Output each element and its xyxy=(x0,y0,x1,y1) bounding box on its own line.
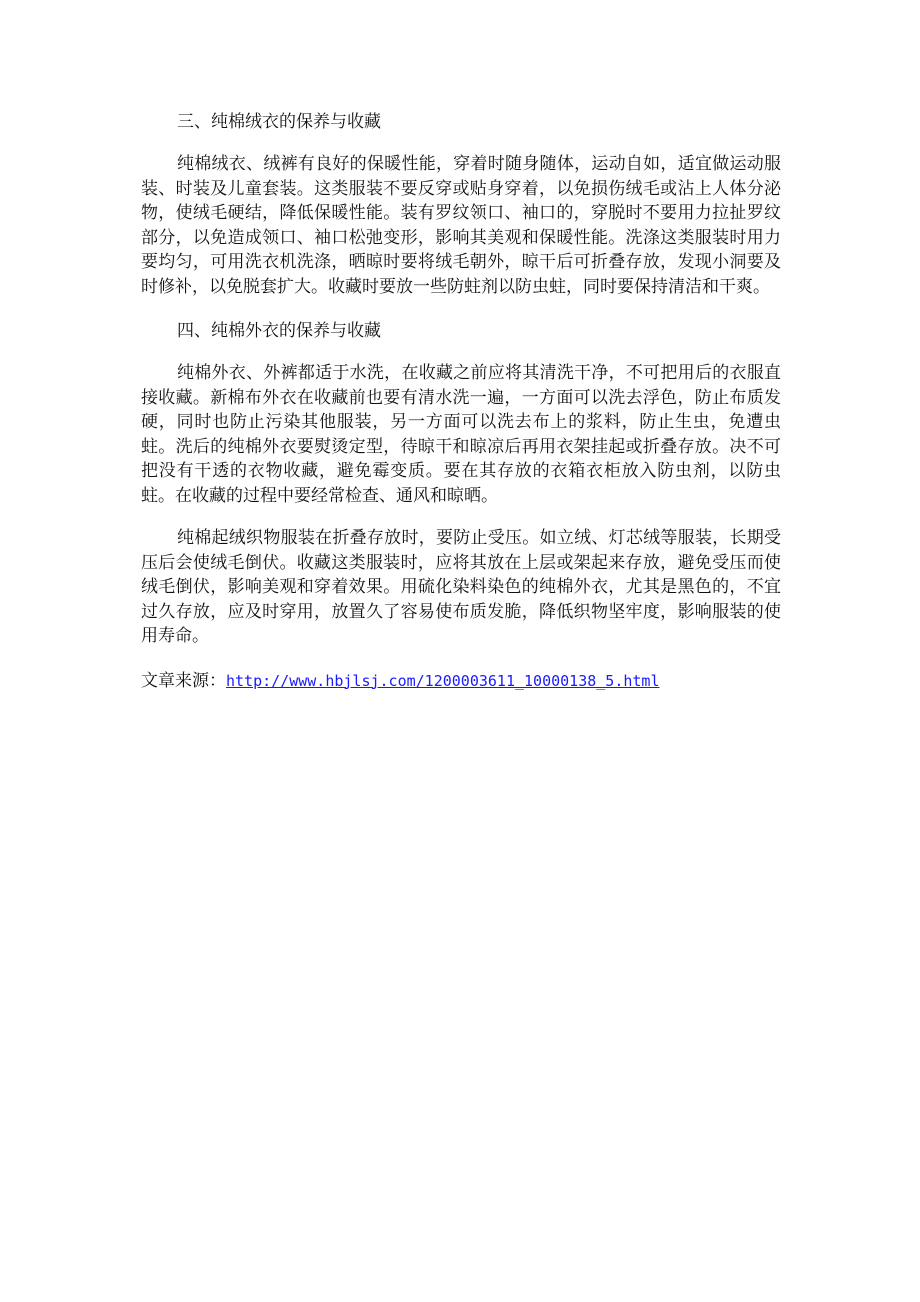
section-heading-4: 四、纯棉外衣的保养与收藏 xyxy=(177,321,381,341)
article-source xyxy=(141,667,781,695)
source-link[interactable]: http://www.hbjlsj.com/1200003611_10000138_5.html xyxy=(226,671,660,690)
paragraph-pile-fabric-storage: 纯棉起绒织物服装在折叠存放时，要防止受压。如立绒、灯芯绒等服装，长期受压后会使绒毛倒伏。收藏这类服装时，应将其放在上层或架起来存放，避免受压而使绒毛倒伏，影响美观和穿着效果。用硫化染料染色的纯棉外衣，尤其是黑色的，不宜过久存放，应及时穿用，放置久了容易使布质发脆，降低织物坚牢度，影响服装的使用寿命。 xyxy=(141,528,781,646)
document-body xyxy=(141,108,781,695)
source-label: 文章来源： xyxy=(141,670,226,691)
paragraph-cotton-outerwear-care: 纯棉外衣、外裤都适于水洗，在收藏之前应将其清洗干净，不可把用后的衣服直接收藏。新棉布外衣在收藏前也要有清水洗一遍，一方面可以洗去浮色，防止布质发硬，同时也防止污染其他服装，另一方面可以洗去布上的浆料，防止生虫，免遭虫蛀。洗后的纯棉外衣要熨烫定型，待晾干和晾凉后再用衣架挂起或折叠存放。决不可把没有干透的衣物收藏，避免霉变质。要在其存放的衣箱衣柜放入防虫剂，以防虫蛀。在收藏的过程中要经常检查、通风和晾晒。 xyxy=(141,363,781,506)
section-heading-3: 三、纯棉绒衣的保养与收藏 xyxy=(177,112,381,132)
paragraph-cotton-fleece-care: 纯棉绒衣、绒裤有良好的保暖性能，穿着时随身随体，运动自如，适宜做运动服装、时装及儿童套装。这类服装不要反穿或贴身穿着，以免损伤绒毛或沾上人体分泌物，使绒毛硬结，降低保暖性能。装有罗纹领口、袖口的，穿脱时不要用力拉扯罗纹部分，以免造成领口、袖口松弛变形，影响其美观和保暖性能。洗涤这类服装时用力要均匀，可用洗衣机洗涤，晒晾时要将绒毛朝外，晾干后可折叠存放，发现小洞要及时修补，以免脱套扩大。收藏时要放一些防蛀剂以防虫蛀，同时要保持清洁和干爽。 xyxy=(141,154,781,297)
